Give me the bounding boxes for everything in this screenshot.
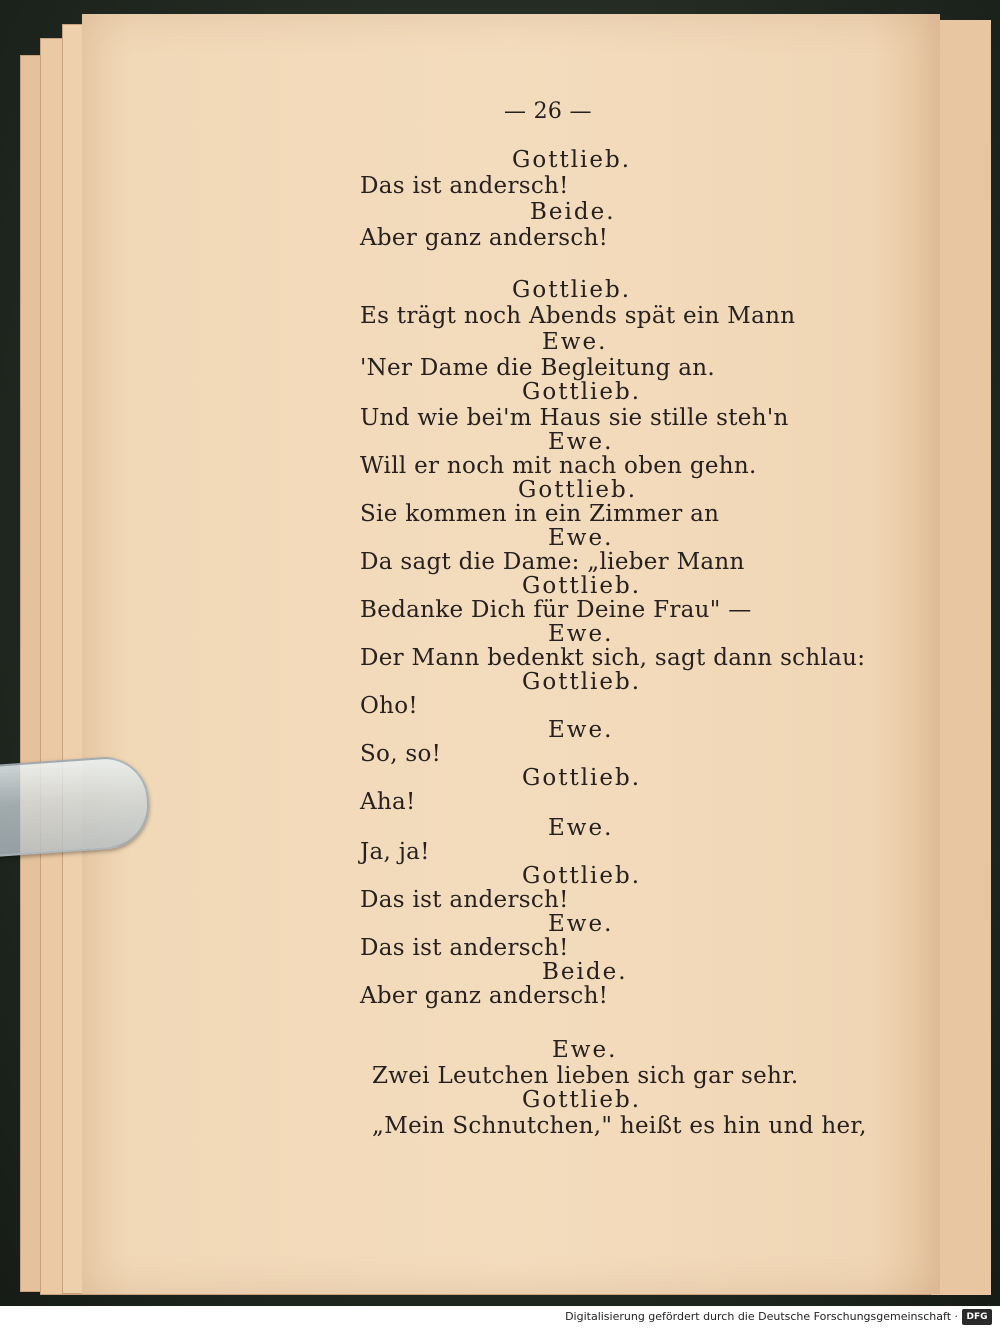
speaker-label: Gottlieb. — [522, 765, 642, 791]
verse-line: Zwei Leutchen lieben sich gar sehr. — [372, 1063, 799, 1089]
speaker-label: Ewe. — [548, 717, 614, 743]
dfg-logo-icon: DFG — [962, 1309, 992, 1325]
book-page — [82, 14, 940, 1294]
speaker-label: Gottlieb. — [512, 147, 632, 173]
speaker-label: Ewe. — [548, 621, 614, 647]
verse-line: Aha! — [360, 789, 416, 815]
verse-line: 'Ner Dame die Begleitung an. — [360, 355, 715, 381]
speaker-label: Gottlieb. — [522, 669, 642, 695]
verse-line: Sie kommen in ein Zimmer an — [360, 501, 720, 527]
verse-line: Bedanke Dich für Deine Frau" — — [360, 597, 752, 623]
verse-line: „Mein Schnutchen," heißt es hin und her, — [372, 1113, 867, 1139]
speaker-label: Gottlieb. — [522, 379, 642, 405]
verse-line: Da sagt die Dame: „lieber Mann — [360, 549, 745, 575]
speaker-label: Ewe. — [548, 911, 614, 937]
verse-line: Es trägt noch Abends spät ein Mann — [360, 303, 796, 329]
speaker-label: Gottlieb. — [522, 573, 642, 599]
verse-line: Das ist andersch! — [360, 935, 569, 961]
speaker-label: Ewe. — [548, 525, 614, 551]
verse-line: Oho! — [360, 693, 418, 719]
speaker-label: Gottlieb. — [522, 863, 642, 889]
speaker-label: Ewe. — [542, 329, 608, 355]
verse-line: Aber ganz andersch! — [360, 225, 609, 251]
funding-credit: Digitalisierung gefördert durch die Deutsche Forschungsgemeinschaft · — [565, 1310, 958, 1323]
verse-line: Das ist andersch! — [360, 887, 569, 913]
speaker-label: Beide. — [530, 199, 616, 225]
verse-line: Aber ganz andersch! — [360, 983, 609, 1009]
verse-line: Will er noch mit nach oben gehn. — [360, 453, 757, 479]
verse-line: Der Mann bedenkt sich, sagt dann schlau: — [360, 645, 866, 671]
speaker-label: Gottlieb. — [512, 277, 632, 303]
verse-line: Ja, ja! — [360, 839, 430, 865]
speaker-label: Ewe. — [552, 1037, 618, 1063]
speaker-label: Beide. — [542, 959, 628, 985]
speaker-label: Ewe. — [548, 429, 614, 455]
verse-line: Das ist andersch! — [360, 173, 569, 199]
speaker-label: Gottlieb. — [518, 477, 638, 503]
page-text — [82, 14, 940, 1294]
verse-line: Und wie bei'm Haus sie stille steh'n — [360, 405, 789, 431]
verse-line: So, so! — [360, 741, 442, 767]
page-number: — 26 — — [504, 99, 592, 124]
speaker-label: Gottlieb. — [522, 1087, 642, 1113]
speaker-label: Ewe. — [548, 815, 614, 841]
